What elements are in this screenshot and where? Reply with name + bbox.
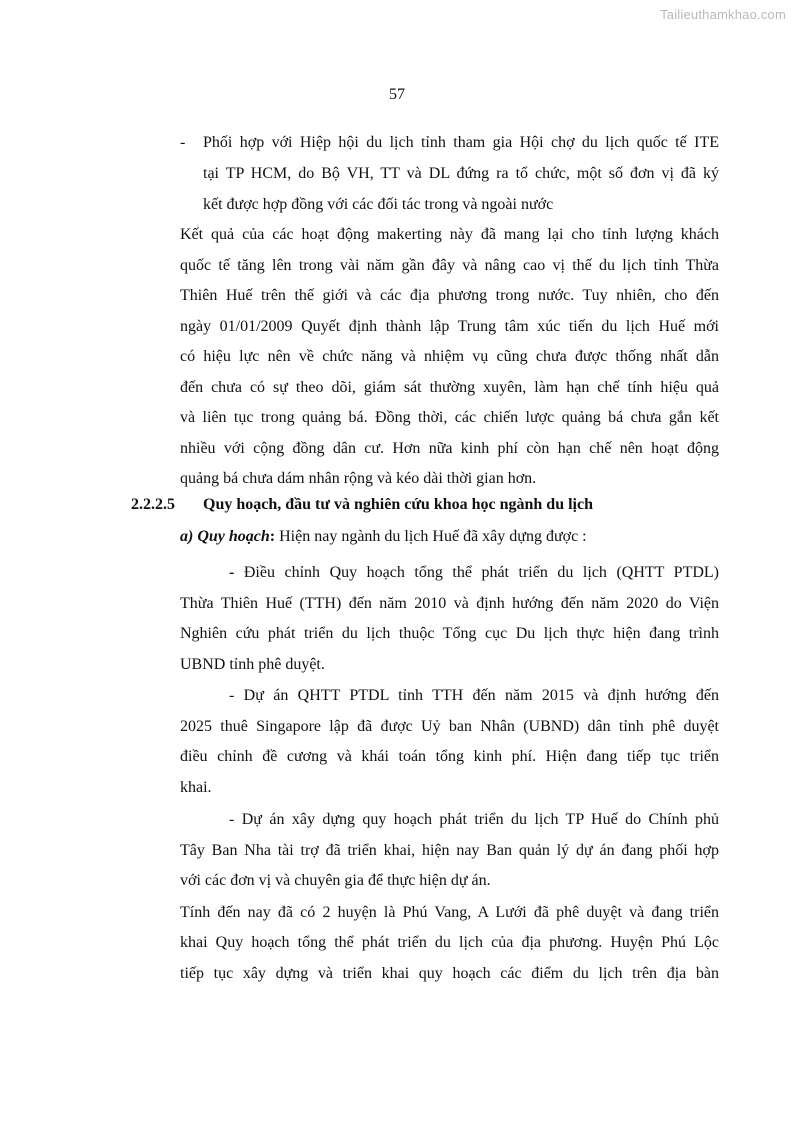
item1-dash: - [229,564,235,581]
para1-line-9: quảng bá chưa dám nhân rộng và kéo dài thời gian hơn. [180,470,537,487]
item2-line-4: khai. [180,779,212,796]
subheading-a-label: a) Quy hoạch [180,528,270,545]
para1-line-6: đến chưa có sự theo dõi, giám sát thường xuyên, làm hạn chế tính hiệu quả [180,379,719,396]
section-number: 2.2.2.5 [131,496,175,513]
bullet-line-2: tại TP HCM, do Bộ VH, TT và DL đứng ra tổ chức, một số đơn vị đã ký [203,165,719,182]
para1-line-8: nhiều với cộng đồng dân cư. Hơn nữa kinh phí còn hạn chế nên hoạt động [180,440,719,457]
bullet-dash: - [180,134,186,151]
subheading-a-text: Hiện nay ngành du lịch Huế đã xây dựng được : [275,528,587,545]
item2-line-3: điều chỉnh đề cương và khái toán tổng kinh phí. Hiện đang tiếp tục triển [180,748,719,765]
subheading-a [180,527,587,547]
para2-line-3: tiếp tục xây dựng và triển khai quy hoạch các điểm du lịch trên địa bàn [180,965,719,982]
bullet-line-1: Phối hợp với Hiệp hội du lịch tỉnh tham gia Hội chợ du lịch quốc tế ITE [203,134,719,151]
para1-line-5: có hiệu lực nên về chức năng và nhiệm vụ cũng chưa được thống nhất dẫn [180,348,719,365]
item3-line-1: - Dự án xây dựng quy hoạch phát triển du lịch TP Huế do Chính phủ [229,811,719,828]
item1-line-2: Thừa Thiên Huế (TTH) đến năm 2010 và định hướng đến năm 2020 do Viện [180,595,719,612]
item2-line-2: 2025 thuê Singapore lập đã được Uỷ ban Nhân (UBND) dân tỉnh phê duyệt [180,718,719,735]
subheading-a-colon: : [269,528,276,545]
para2-line-2: khai Quy hoạch tổng thể phát triển du lịch của địa phương. Huyện Phú Lộc [180,934,719,951]
page-number: 57 [389,86,405,103]
item2-line-1: - Dự án QHTT PTDL tỉnh TTH đến năm 2015 và định hướng đến [229,687,719,704]
watermark: Tailieuthamkhao.com [660,7,786,22]
para1-line-3: Thiên Huế trên thế giới và các địa phương trong nước. Tuy nhiên, cho đến [180,287,719,304]
item3-line-2: Tây Ban Nha tài trợ đã triển khai, hiện nay Ban quản lý dự án đang phối hợp [180,842,719,859]
para1-line-4: ngày 01/01/2009 Quyết định thành lập Trung tâm xúc tiến du lịch Huế mới [180,318,719,335]
item1-line-3: Nghiên cứu phát triển du lịch thuộc Tổng cục Du lịch thực hiện đang trình [180,625,719,642]
para1-line-1: Kết quả của các hoạt động makerting này đã mang lại cho tỉnh lượng khách [180,226,719,243]
section-title: Quy hoạch, đầu tư và nghiên cứu khoa học ngành du lịch [203,496,593,513]
item1-line-4: UBND tỉnh phê duyệt. [180,656,325,673]
para1-line-2: quốc tế tăng lên trong vài năm gần đây và nâng cao vị thế du lịch tỉnh Thừa [180,257,719,274]
bullet-line-3: kết được hợp đồng với các đối tác trong và ngoài nước [203,196,554,213]
para2-line-1: Tính đến nay đã có 2 huyện là Phú Vang, A Lưới đã phê duyệt và đang triển [180,904,719,921]
item1-line-1-text: Điều chỉnh Quy hoạch tổng thể phát triển du lịch (QHTT PTDL) [234,564,719,581]
item1-line-1 [229,563,719,583]
item3-line-3: với các đơn vị và chuyên gia để thực hiện dự án. [180,872,491,889]
para1-line-7: và liên tục trong quảng bá. Đồng thời, các chiến lược quảng bá chưa gắn kết [180,409,719,426]
